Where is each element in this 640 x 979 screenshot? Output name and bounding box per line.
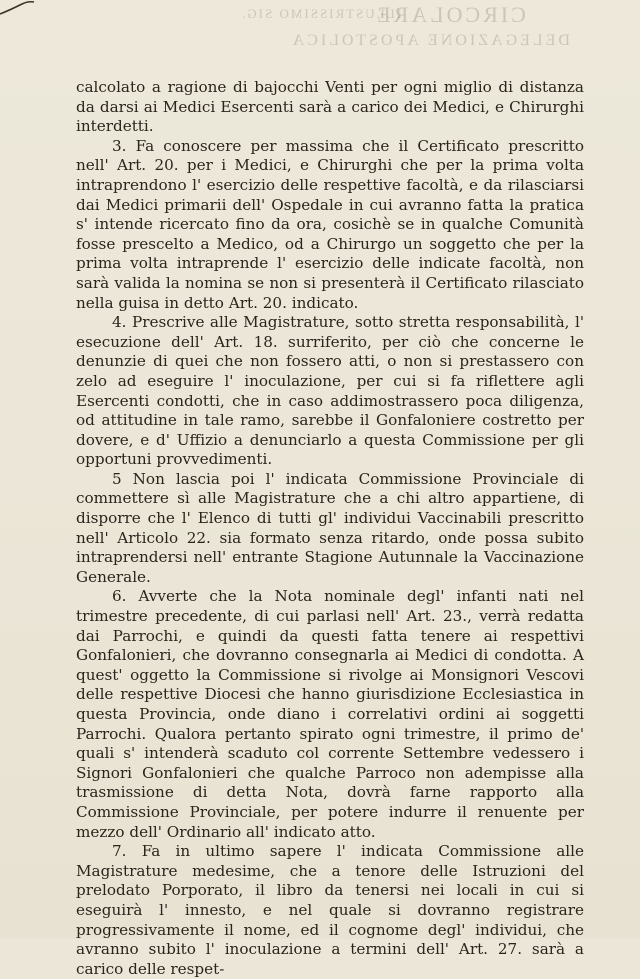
document-body <box>76 78 584 979</box>
corner-ink-mark <box>0 0 36 20</box>
paragraph-article-4: 4. Prescrive alle Magistrature, sotto stretta responsabilità, l' esecuzione dell' Art. 18. surriferito, per ciò che concerne le denunzie di quei che non fossero atti, o non si prestassero con zelo ad eseguire l' inoculazione, per cui si fa riflettere agli Esercenti condotti, che in caso addimostrassero poca diligenza, od attitudine in tale ramo, sarebbe il Gonfaloniere costretto per dovere, e d' Uffizio a denunciarlo a questa Commissione per gli opportuni provvedimenti. <box>76 313 584 469</box>
paragraph-article-3: 3. Fa conoscere per massima che il Certificato prescritto nell' Art. 20. per i Medici, e Chirurghi che per la prima volta intraprendono l' esercizio delle respettive facoltà, e da rilasciarsi dai Medici primarii dell' Ospedale in cui avranno fatta la pratica s' intende ricercato fino da ora, cosichè se in qualche Comunità fosse prescelto a Medico, od a Chirurgo un soggetto che per la prima volta intraprende l' esercizio delle indicate facoltà, non sarà valida la nomina se non si presenterà il Certificato rilasciato nella guisa in detto Art. 20. indicato. <box>76 136 584 312</box>
paragraph-article-6: 6. Avverte che la Nota nominale degl' infanti nati nel trimestre precedente, di cui parlasi nell' Art. 23., verrà redatta dai Parrochi, e quindi da questi fatta tenere ai respettivi Gonfalonieri, che dovranno consegnarla ai Medici di condotta. A quest' oggetto la Commissione si rivolge ai Monsignori Vescovi delle respettive Diocesi che hanno giurisdizione Ecclesiastica in questa Provincia, onde diano i correlativi ordini ai soggetti Parrochi. Qualora pertanto spirato ogni trimestre, il primo de' quali s' intenderà scaduto col corrente Settembre vedessero i Signori Gonfalonieri che qualche Parroco non adempisse alla trasmissione di detta Nota, dovrà farne rapporto alla Commissione Provinciale, per potere indurre il renuente per mezzo dell' Ordinario all' indicato atto. <box>76 587 584 841</box>
bleed-through-heading-left: ILLUSTRISSIMO SIG. <box>240 6 401 21</box>
bleed-through-line-2: DELEGAZIONE APOSTOLICA <box>289 32 570 49</box>
bleed-through-line-1: CIRCOLARE <box>374 2 526 27</box>
paragraph-article-5: 5 Non lascia poi l' indicata Commissione Provinciale di commettere sì alle Magistrature che a chi altro appartiene, di disporre che l' Elenco di tutti gl' individui Vaccinabili prescritto nell' Articolo 22. sia formato senza ritardo, onde possa subito intraprendersi nell' entrante Stagione Autunnale la Vaccinazione Generale. <box>76 469 584 586</box>
paragraph-article-7: 7. Fa in ultimo sapere l' indicata Commissione alle Magistrature medesime, che a tenore delle Istruzioni del prelodato Porporato, il libro da tenersi nei locali in cui si eseguirà l' innesto, e nel quale si dovranno registrare progressivamente il nome, ed il cognome degl' individui, che avranno subito l' inoculazione a termini dell' Art. 27. sarà a carico delle respet- <box>76 842 584 978</box>
paragraph-continuation: calcolato a ragione di bajocchi Venti per ogni miglio di distanza da darsi ai Medici Esercenti sarà a carico dei Medici, e Chirurghi interdetti. <box>76 78 584 136</box>
